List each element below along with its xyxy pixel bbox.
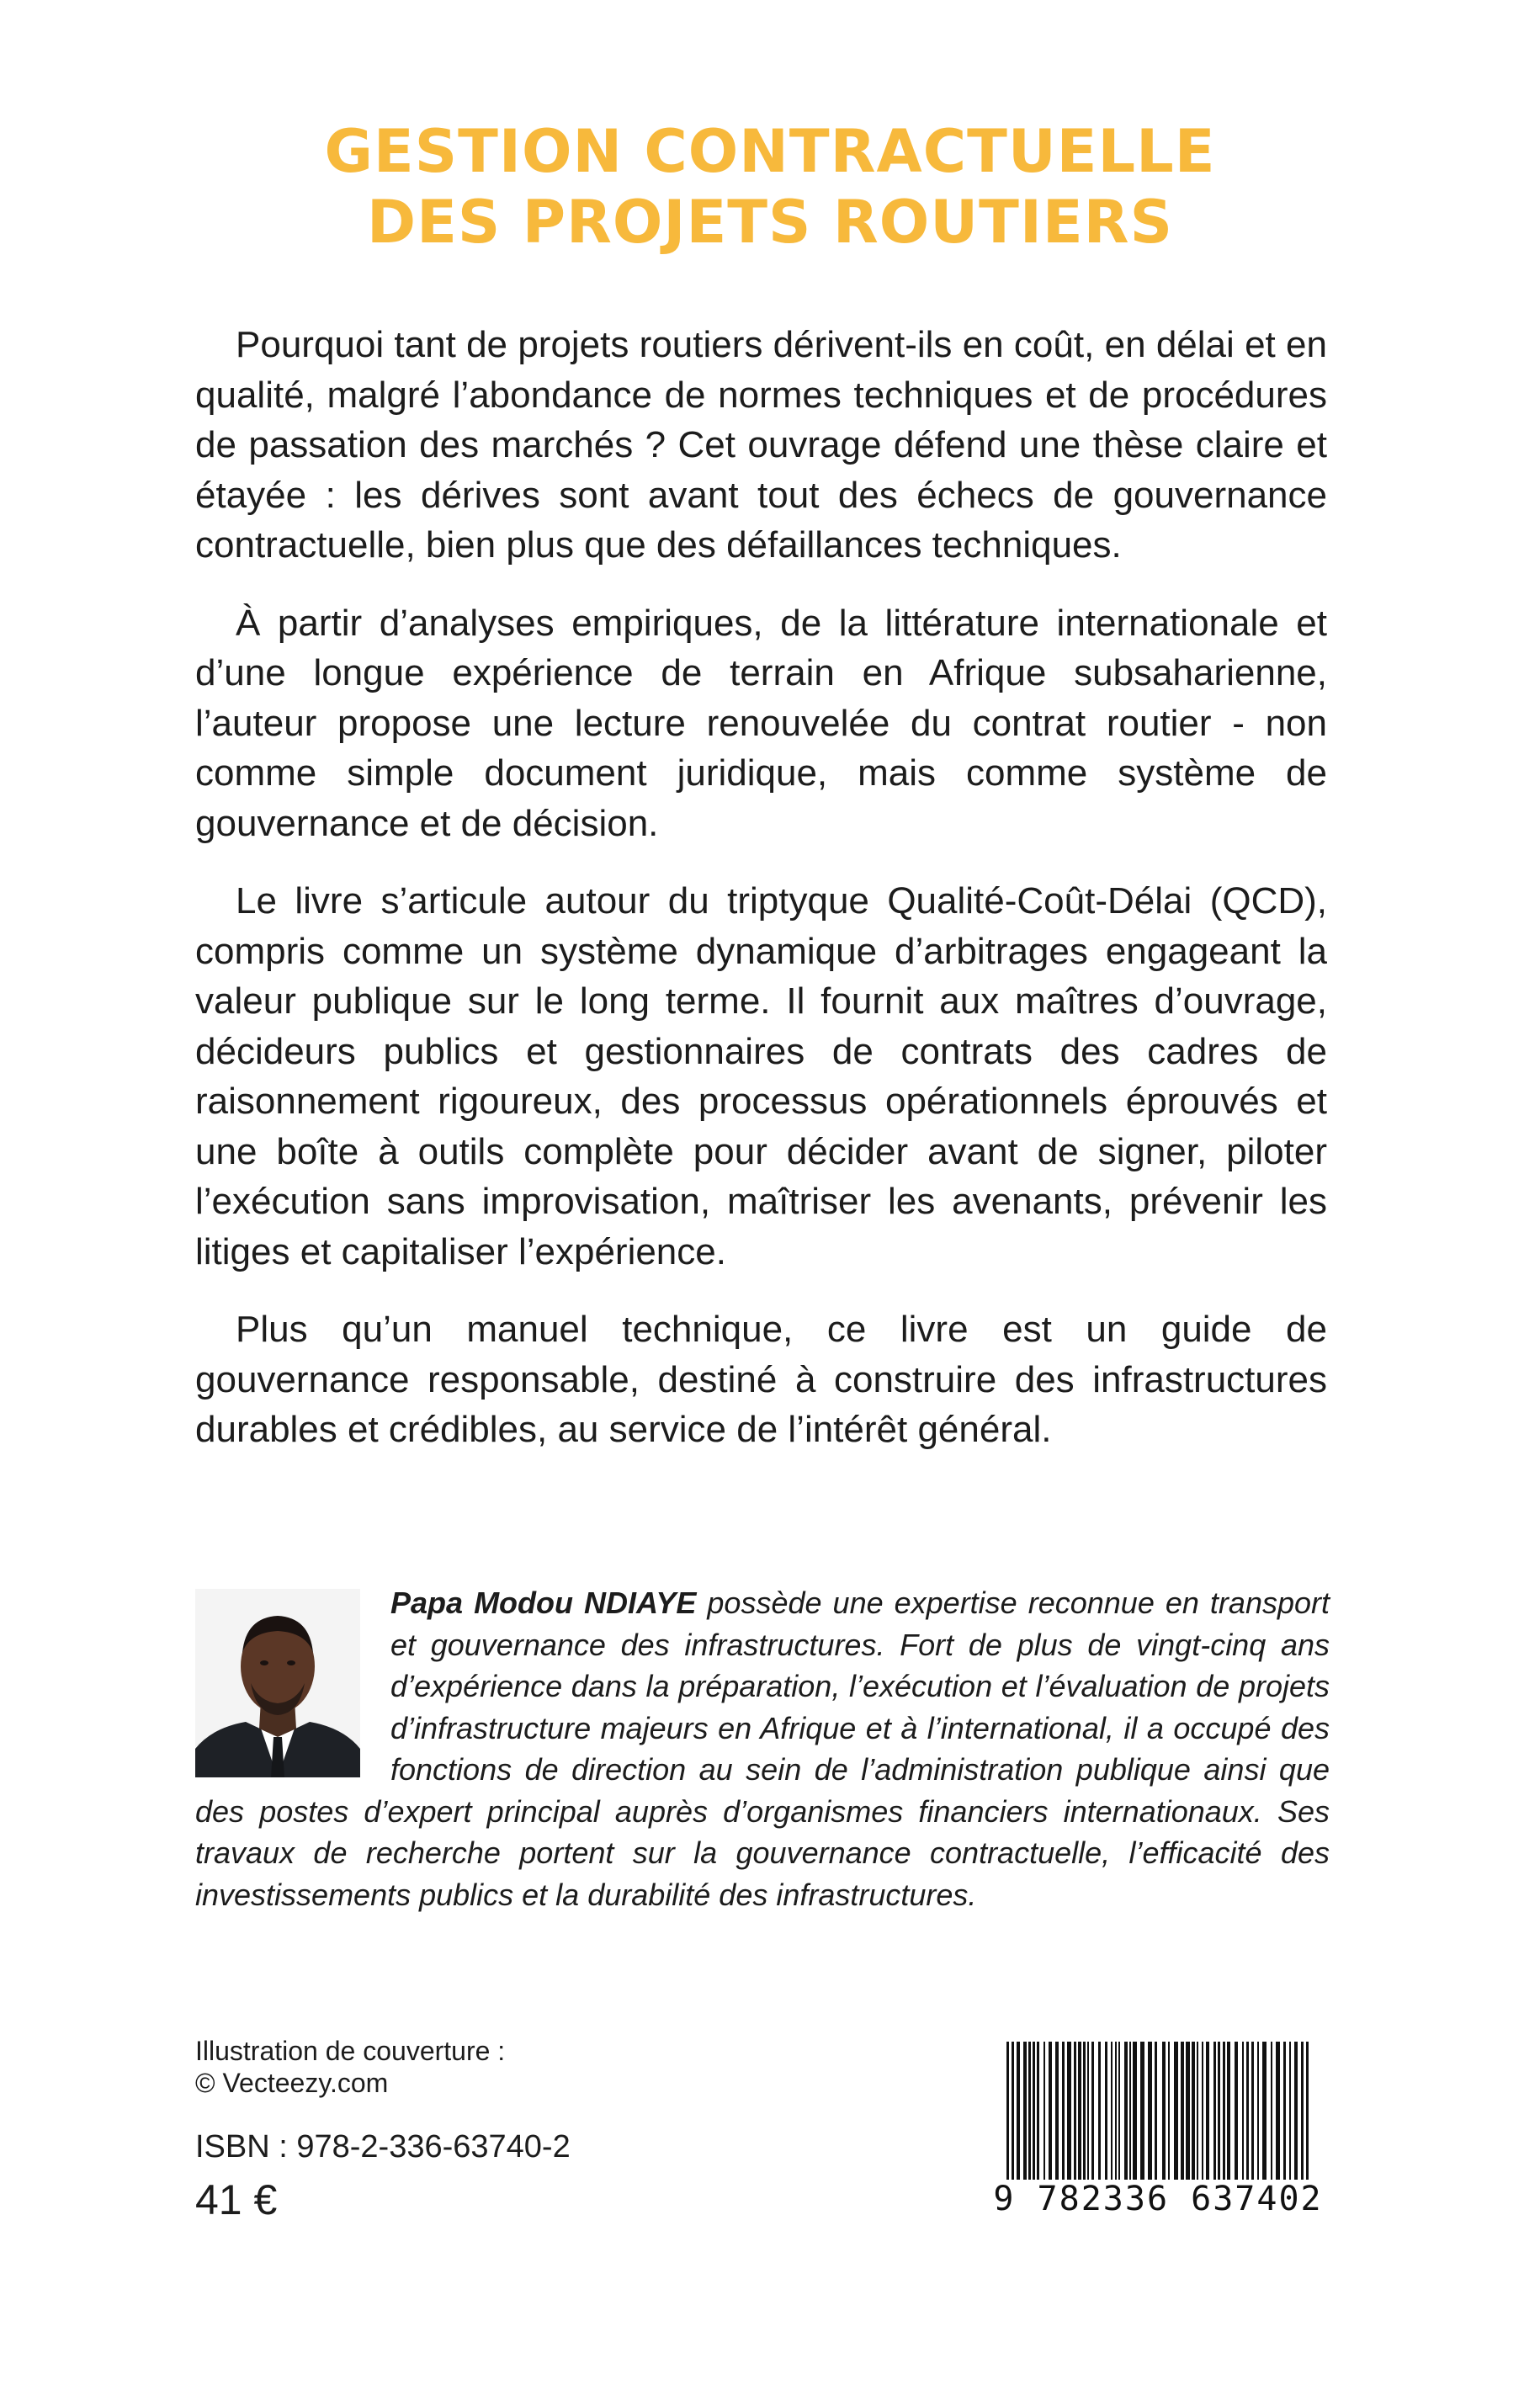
barcode-digits: 9 782336 637402 bbox=[988, 2180, 1328, 2222]
barcode-bar bbox=[1289, 2042, 1291, 2180]
book-title bbox=[0, 116, 1540, 258]
barcode-bar bbox=[1223, 2042, 1225, 2180]
cover-credit-line-2: © Vecteezy.com bbox=[195, 2068, 389, 2098]
barcode-bar bbox=[1023, 2042, 1027, 2180]
barcode-bar bbox=[1140, 2042, 1144, 2180]
cover-credit-line-1: Illustration de couverture : bbox=[195, 2036, 506, 2066]
barcode-bar bbox=[1162, 2042, 1166, 2180]
barcode-bar bbox=[1213, 2042, 1216, 2180]
barcode-bar bbox=[1242, 2042, 1244, 2180]
barcode-bar bbox=[1067, 2042, 1071, 2180]
barcode-bar bbox=[1206, 2042, 1209, 2180]
barcode-bar bbox=[1087, 2042, 1089, 2180]
author-bio bbox=[195, 1582, 1330, 1915]
barcode-bar bbox=[1043, 2042, 1045, 2180]
barcode-bar bbox=[1276, 2042, 1280, 2180]
barcode-bar bbox=[1251, 2042, 1254, 2180]
barcode-bar bbox=[1235, 2042, 1238, 2180]
blurb-paragraph-3: Le livre s’articule autour du triptyque Qualité-Coût-Délai (QCD), compris comme un système dynamique d’arbitrages engageant la valeur publique sur le long terme. Il fournit aux maîtres d’ouvrage, décideurs publics et gestionnaires de contrats des cadres de raisonnement rigoureux, des processus opérationnels éprouvés et une boîte à outils complète pour décider avant de signer, piloter l’exécution sans improvisation, maîtriser les avenants, prévenir les litiges et capitaliser l’expérience. bbox=[195, 880, 1327, 1272]
blurb bbox=[195, 320, 1327, 1483]
barcode-bar bbox=[1174, 2042, 1178, 2180]
barcode-bar bbox=[1115, 2042, 1117, 2180]
blurb-paragraph-1: Pourquoi tant de projets routiers dérivent-ils en coût, en délai et en qualité, malgré l’abondance de normes techniques et de procédures de passation des marchés ? Cet ouvrage défend une thèse claire et étayée : les dérives sont avant tout des échecs de gouvernance contractuelle, bien plus que des défaillances techniques. bbox=[195, 324, 1327, 566]
barcode-bar bbox=[1186, 2042, 1190, 2180]
book-title-line-1: GESTION CONTRACTUELLE bbox=[324, 117, 1216, 186]
barcode-bar bbox=[1262, 2042, 1267, 2180]
barcode-bar bbox=[1037, 2042, 1039, 2180]
price: 41 € bbox=[195, 2176, 278, 2223]
barcode-bar bbox=[1133, 2042, 1137, 2180]
barcode-bar bbox=[1074, 2042, 1076, 2180]
barcode-bar bbox=[1033, 2042, 1035, 2180]
barcode-bar bbox=[1271, 2042, 1272, 2180]
barcode-bar bbox=[1118, 2042, 1120, 2180]
blurb-paragraph-2: À partir d’analyses empiriques, de la littérature internationale et d’une longue expérience de terrain en Afrique subsaharienne, l’auteur propose une lecture renouvelée du contrat routier - non comme simple document juridique, mais comme système de gouvernance et de décision. bbox=[195, 602, 1327, 844]
barcode-bar bbox=[1017, 2042, 1020, 2180]
barcode-bar bbox=[1111, 2042, 1113, 2180]
barcode-bar bbox=[1083, 2042, 1086, 2180]
barcode-bar bbox=[1028, 2042, 1031, 2180]
book-title-line-2: DES PROJETS ROUTIERS bbox=[367, 188, 1173, 257]
barcode-bar bbox=[1218, 2042, 1220, 2180]
barcode-bar bbox=[1202, 2042, 1203, 2180]
barcode-bar bbox=[1246, 2042, 1249, 2180]
barcode-bar bbox=[1124, 2042, 1128, 2180]
barcode-bar bbox=[1098, 2042, 1101, 2180]
barcode-bar bbox=[1062, 2042, 1065, 2180]
barcode-bar bbox=[1192, 2042, 1195, 2180]
cover-credit bbox=[195, 2035, 505, 2099]
barcode-bar bbox=[1181, 2042, 1184, 2180]
barcode-bar bbox=[1078, 2042, 1081, 2180]
blurb-paragraph-4: Plus qu’un manuel technique, ce livre est un guide de gouvernance responsable, destiné à construire des infrastructures durables et crédibles, au service de l’intérêt général. bbox=[195, 1309, 1327, 1450]
barcode-bar bbox=[1105, 2042, 1107, 2180]
barcode-bar bbox=[1168, 2042, 1170, 2180]
barcode-bar bbox=[1257, 2042, 1259, 2180]
author-photo bbox=[195, 1589, 360, 1777]
barcode-bar bbox=[1055, 2042, 1059, 2180]
barcode-bar bbox=[1294, 2042, 1298, 2180]
barcode-bar bbox=[1129, 2042, 1131, 2180]
barcode-bar bbox=[1197, 2042, 1198, 2180]
barcode-bar bbox=[1283, 2042, 1286, 2180]
barcode-bar bbox=[1091, 2042, 1094, 2180]
barcode-bar bbox=[1049, 2042, 1052, 2180]
author-bio-text: possède une expertise reconnue en transport et gouvernance des infrastructures. Fort de plus de vingt-cinq ans d’expérience dans la préparation, l’exécution et l’évaluation de projets d’infrastructure majeurs en Afrique et à l’international, il a occupé des fonctions de direction au sein de l’administration publique ainsi que des postes d’expert principal auprès d’organismes financiers internationaux. Ses travaux de recherche portent sur la gouvernance contractuelle, l’efficacité des investissements publics et la durabilité des infrastructures. bbox=[195, 1586, 1330, 1912]
author-name: Papa Modou NDIAYE bbox=[390, 1586, 697, 1620]
barcode-bar bbox=[1227, 2042, 1230, 2180]
isbn: ISBN : 978-2-336-63740-2 bbox=[195, 2129, 571, 2165]
